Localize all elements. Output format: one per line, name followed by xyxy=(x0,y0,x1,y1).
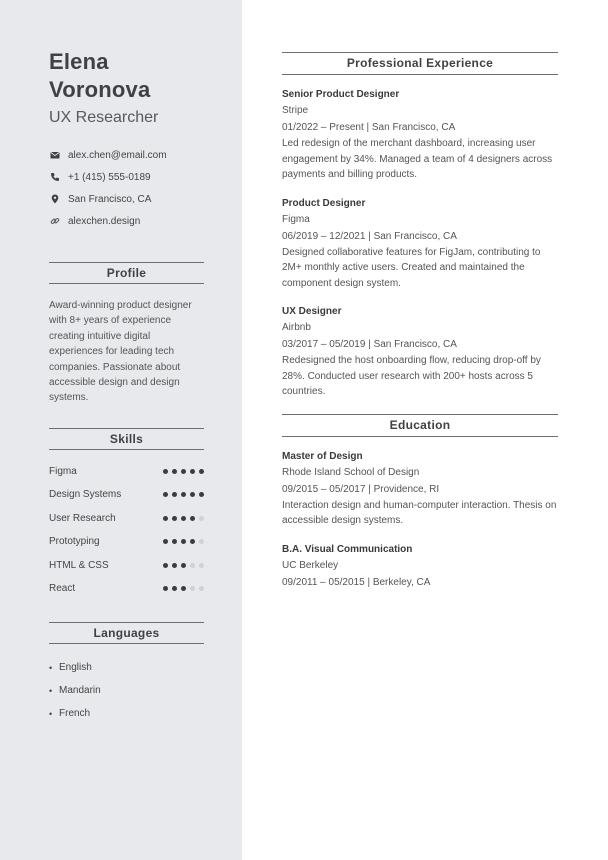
language-name: Mandarin xyxy=(59,685,101,697)
rating-dot-empty xyxy=(199,539,204,544)
rating-dot-filled xyxy=(199,492,204,497)
rating-dot-filled xyxy=(190,469,195,474)
sidebar xyxy=(0,0,242,860)
rating-dot-filled xyxy=(190,516,195,521)
skills-list xyxy=(49,460,204,600)
skill-rating xyxy=(163,539,204,544)
skill-name: Design Systems xyxy=(49,489,122,501)
skill-row xyxy=(49,553,204,576)
rating-dot-empty xyxy=(190,586,195,591)
experience-section xyxy=(282,52,558,400)
contact-phone-text[interactable]: +1 (415) 555-0189 xyxy=(68,171,151,183)
main-content xyxy=(242,0,608,860)
rating-dot-filled xyxy=(163,586,168,591)
job-description: Led redesign of the merchant dashboard, increasing user engagement by 34%. Managed a team of 4 designers across payments and billing products. xyxy=(282,138,553,180)
rating-dot-empty xyxy=(190,563,195,568)
skill-row xyxy=(49,507,204,530)
skill-name: React xyxy=(49,582,76,594)
rating-dot-filled xyxy=(172,586,177,591)
education-list xyxy=(282,450,558,591)
language-name: English xyxy=(59,662,92,674)
contact-location-text: San Francisco, CA xyxy=(68,193,152,205)
rating-dot-filled xyxy=(181,586,186,591)
experience-entry xyxy=(282,88,558,183)
job-dates-location: 01/2022 – Present | San Francisco, CA xyxy=(282,122,456,133)
school-name: Rhode Island School of Design xyxy=(282,466,420,478)
skill-rating xyxy=(163,492,204,497)
skill-row xyxy=(49,530,204,553)
skill-name: HTML & CSS xyxy=(49,559,109,571)
rating-dot-filled xyxy=(181,469,186,474)
languages-list xyxy=(49,656,204,725)
job-title: UX Designer xyxy=(282,306,342,317)
profile-heading: Profile xyxy=(49,262,204,284)
contact-email xyxy=(49,144,204,166)
job-dates-location: 03/2017 – 05/2019 | San Francisco, CA xyxy=(282,339,457,350)
job-role: UX Researcher xyxy=(49,109,159,126)
language-item xyxy=(49,679,204,702)
experience-entry xyxy=(282,197,558,292)
rating-dot-filled xyxy=(181,539,186,544)
skill-row xyxy=(49,460,204,483)
job-title: Senior Product Designer xyxy=(282,89,400,100)
language-item xyxy=(49,702,204,725)
bullet-icon: • xyxy=(49,662,53,673)
company-name: Airbnb xyxy=(282,322,311,333)
rating-dot-filled xyxy=(190,492,195,497)
languages-heading: Languages xyxy=(49,622,204,644)
phone-icon xyxy=(49,171,61,183)
rating-dot-empty xyxy=(199,586,204,591)
company-name: Stripe xyxy=(282,105,309,116)
rating-dot-empty xyxy=(199,563,204,568)
education-heading: Education xyxy=(282,414,558,437)
contact-website-text[interactable]: alexchen.design xyxy=(68,215,141,227)
contact-location xyxy=(49,188,204,210)
job-description: Designed collaborative features for FigJam, contributing to 2M+ monthly active users. Created and maintained the component design system. xyxy=(282,246,541,289)
rating-dot-filled xyxy=(172,563,177,568)
rating-dot-filled xyxy=(190,539,195,544)
profile-section xyxy=(49,262,204,406)
rating-dot-filled xyxy=(163,516,168,521)
skills-heading: Skills xyxy=(49,428,204,450)
rating-dot-filled xyxy=(163,539,168,544)
experience-entry xyxy=(282,305,558,400)
skill-row xyxy=(49,483,204,506)
rating-dot-filled xyxy=(163,563,168,568)
skill-rating xyxy=(163,516,204,521)
degree-title: B.A. Visual Communication xyxy=(282,543,413,555)
rating-dot-filled xyxy=(172,492,177,497)
rating-dot-filled xyxy=(199,469,204,474)
education-dates-location: 09/2015 – 05/2017 | Providence, RI xyxy=(282,483,440,495)
education-entry xyxy=(282,543,558,591)
company-name: Figma xyxy=(282,213,310,225)
experience-heading: Professional Experience xyxy=(282,52,558,75)
education-dates-location: 09/2011 – 05/2015 | Berkeley, CA xyxy=(282,576,431,588)
rating-dot-filled xyxy=(163,469,168,474)
education-entry xyxy=(282,450,558,529)
job-description: Redesigned the host onboarding flow, reducing drop-off by 28%. Conducted user research with 200+ hosts across 5 countries. xyxy=(282,355,541,397)
rating-dot-filled xyxy=(172,469,177,474)
last-name: Voronova xyxy=(49,77,151,102)
link-icon xyxy=(49,215,61,227)
contact-email-text[interactable]: alex.chen@email.com xyxy=(68,149,167,161)
skill-name: Figma xyxy=(49,466,77,478)
rating-dot-filled xyxy=(181,516,186,521)
degree-title: Master of Design xyxy=(282,450,363,462)
contact-website xyxy=(49,210,204,232)
rating-dot-empty xyxy=(199,516,204,521)
skill-name: User Research xyxy=(49,512,116,524)
job-dates-location: 06/2019 – 12/2021 | San Francisco, CA xyxy=(282,230,457,242)
education-description: Interaction design and human-computer interaction. Thesis on accessible design systems. xyxy=(282,499,557,526)
rating-dot-filled xyxy=(172,516,177,521)
skill-rating xyxy=(163,469,204,474)
rating-dot-filled xyxy=(163,492,168,497)
rating-dot-filled xyxy=(181,563,186,568)
job-title: Product Designer xyxy=(282,197,366,209)
profile-summary: Award-winning product designer with 8+ years of experience creating intuitive digital experiences for leading tech companies. Passionate about accessible design and design systems. xyxy=(49,300,192,404)
school-name: UC Berkeley xyxy=(282,559,339,571)
skill-row xyxy=(49,577,204,600)
location-pin-icon xyxy=(49,193,61,205)
rating-dot-filled xyxy=(181,492,186,497)
language-item xyxy=(49,656,204,679)
contact-list xyxy=(49,144,204,232)
languages-section xyxy=(49,622,204,725)
skill-rating xyxy=(163,563,204,568)
experience-list xyxy=(282,88,558,400)
education-section xyxy=(282,414,558,591)
rating-dot-filled xyxy=(172,539,177,544)
bullet-icon: • xyxy=(49,708,53,719)
bullet-icon: • xyxy=(49,685,53,696)
contact-phone xyxy=(49,166,204,188)
skills-section xyxy=(49,428,204,600)
language-name: French xyxy=(59,708,91,720)
skill-rating xyxy=(163,586,204,591)
first-name: Elena xyxy=(49,49,109,74)
envelope-icon xyxy=(49,149,61,161)
skill-name: Prototyping xyxy=(49,536,100,548)
